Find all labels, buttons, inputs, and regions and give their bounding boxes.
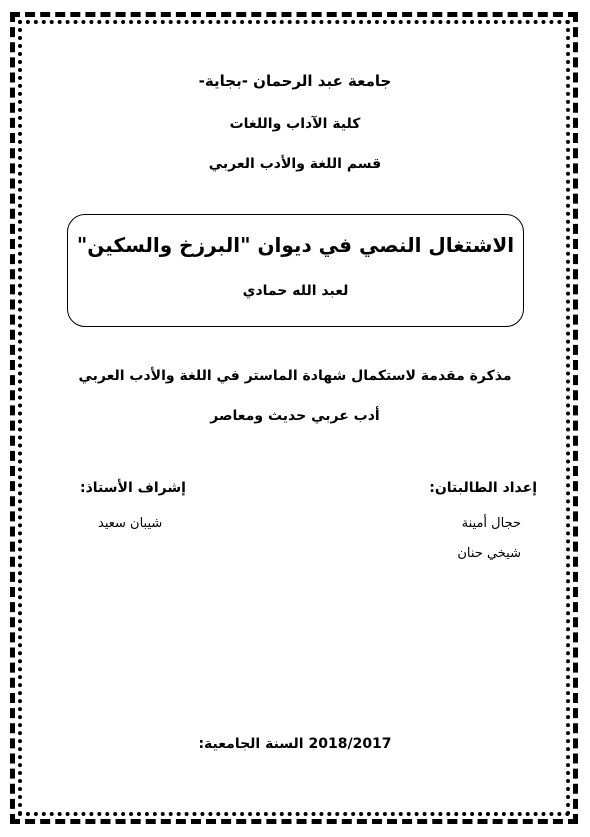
academic-year-value: 2018/2017	[308, 736, 392, 752]
poet-name: لعبد الله حمادي	[242, 283, 349, 299]
students-label: إعداد الطالبتان:	[429, 480, 537, 496]
student-name: حجال أمينة	[461, 516, 521, 531]
academic-year-label: السنة الجامعية:	[198, 736, 304, 752]
student-name: شيخي حنان	[457, 546, 521, 561]
university-name: جامعة عبد الرحمان -بجاية-	[198, 72, 392, 90]
supervisor-label: إشراف الأستاذ:	[80, 480, 186, 496]
supervisor-name: شيبان سعيد	[98, 516, 163, 531]
specialty: أدب عربي حديث ومعاصر	[210, 408, 380, 424]
academic-year	[0, 736, 590, 752]
thesis-title: الاشتغال النصي في ديوان "البرزخ والسكين"	[76, 233, 515, 257]
memo-description: مذكرة مقدمة لاستكمال شهادة الماستر في اللغة والأدب العربي	[78, 368, 512, 384]
faculty-name: كلية الآداب واللغات	[229, 116, 361, 132]
title-box	[67, 214, 524, 327]
department-name: قسم اللغة والأدب العربي	[208, 156, 382, 172]
